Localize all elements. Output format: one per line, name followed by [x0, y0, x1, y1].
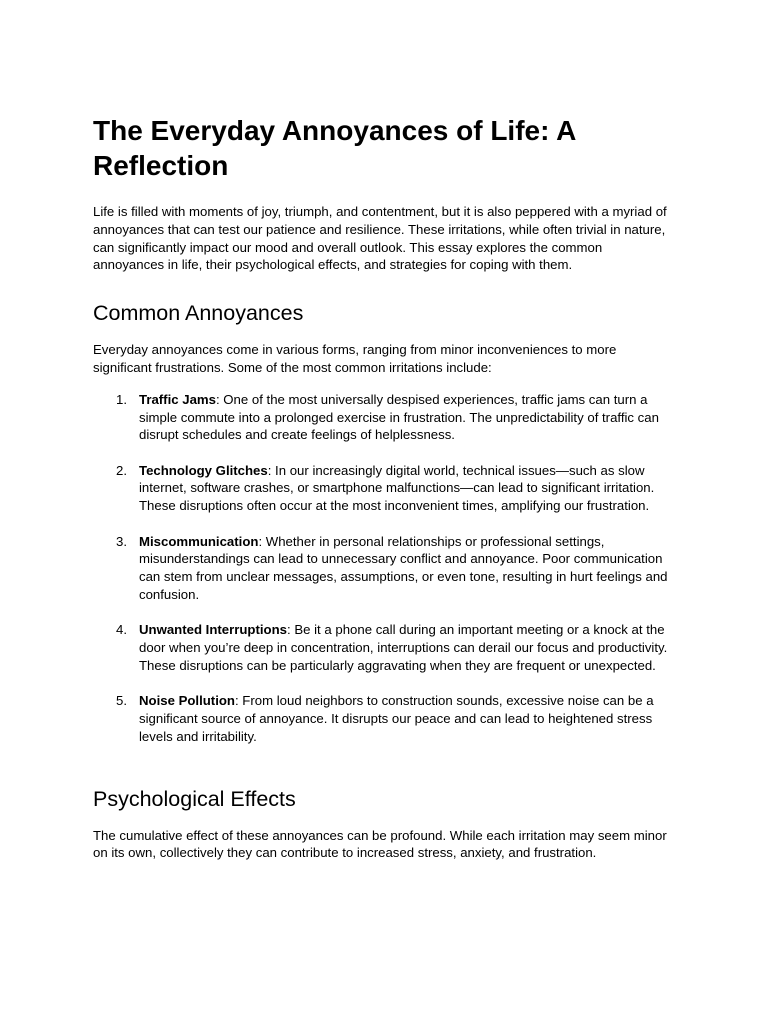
list-item	[93, 533, 676, 604]
list-item-number: 5.	[116, 693, 127, 709]
section-lead-paragraph: The cumulative effect of these annoyances can be profound. While each irritation may seem minor on its own, collectively they can contribute to increased stress, anxiety, and frustration.	[93, 827, 667, 861]
list-item-text: : One of the most universally despised experiences, traffic jams can turn a simple commute into a prolonged exercise in frustration. The unpredictability of traffic can disrupt schedules and create feelings of helplessness.	[139, 391, 659, 443]
list-item	[93, 391, 676, 444]
list-item-number: 4.	[116, 622, 127, 638]
list-item-number: 2.	[116, 462, 127, 478]
list-item-term: Miscommunication	[139, 533, 259, 549]
list-item-term: Technology Glitches	[139, 462, 268, 478]
section-lead-paragraph: Everyday annoyances come in various forms, ranging from minor inconveniences to more significant frustrations. Some of the most common irritations include:	[93, 342, 617, 375]
list-item-text: : From loud neighbors to construction sounds, excessive noise can be a significant source of annoyance. It disrupts our peace and can lead to heightened stress levels and irritability.	[139, 693, 654, 744]
section-heading-common-annoyances: Common Annoyances	[93, 301, 304, 326]
list-item-term: Noise Pollution	[139, 693, 235, 709]
list-item-number: 3.	[116, 533, 127, 549]
list-item-text: : In our increasingly digital world, technical issues—such as slow internet, software crashes, or smartphone malfunctions—can lead to significant irritation. These disruptions often occur at the most inconvenient times, amplifying our frustration.	[139, 462, 655, 514]
list-item-term: Traffic Jams	[139, 391, 216, 407]
list-item-term: Unwanted Interruptions	[139, 622, 287, 638]
annoyances-list	[93, 391, 676, 746]
document-title: The Everyday Annoyances of Life: A Reflection	[93, 115, 576, 181]
list-item-number: 1.	[116, 391, 127, 407]
list-item-text: : Whether in personal relationships or professional settings, misunderstandings can lead to unnecessary conflict and annoyance. Poor communication can stem from unclear messages, assumptions, or even tone, resulting in hurt feelings and confusion.	[139, 533, 668, 602]
section-heading-psychological-effects: Psychological Effects	[93, 786, 296, 811]
list-item	[93, 462, 676, 515]
list-item-text: : Be it a phone call during an important meeting or a knock at the door when you’re deep in concentration, interruptions can derail our focus and productivity. These disruptions can be particularly aggravating when they are frequent or unexpected.	[139, 622, 668, 673]
list-item	[93, 621, 676, 674]
intro-paragraph: Life is filled with moments of joy, triumph, and contentment, but it is also peppered with a myriad of annoyances that can test our patience and resilience. These irritations, while often trivial in nature, can significantly impact our mood and overall outlook. This essay explores the common annoyances in life, their psychological effects, and strategies for coping with them.	[93, 204, 667, 273]
list-item	[93, 692, 676, 745]
